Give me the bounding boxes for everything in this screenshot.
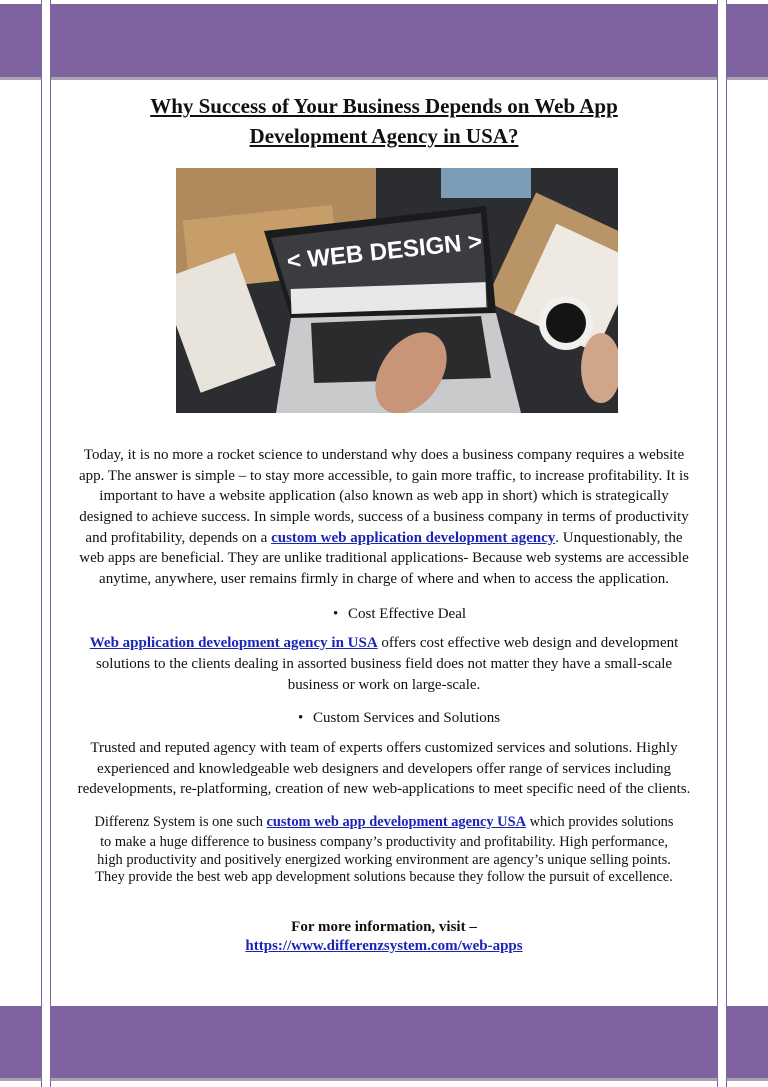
text-segment: app. The answer is simple – to stay more accessible, to gain more traffic, to increase profitability. It is: [79, 468, 689, 484]
text-segment: anytime, anywhere, user remains firmly in charge of where and when to access the application.: [99, 571, 669, 587]
screen-text: < WEB DESIGN >: [285, 227, 484, 276]
text-segment: solutions to the clients dealing in assorted business field does not matter they have a small-scale: [95, 656, 673, 672]
text-segment: They provide the best web app development solutions because they follow the pursuit of excellence.: [95, 869, 673, 885]
bullet-symbol: •: [298, 710, 304, 726]
text-segment: Differenz System is one such: [94, 814, 267, 830]
text-segment: to make a huge difference to business company’s productivity and profitability. High performance,: [100, 834, 668, 850]
paragraph1-line: [0, 548, 768, 568]
bullet-custom-services: [298, 708, 500, 728]
paragraph2-line: [0, 675, 768, 695]
footer-band-shadow: [0, 1078, 768, 1081]
header-band: [0, 4, 768, 77]
text-segment: experienced and knowledgeable web designers and developers offer range of services including: [96, 761, 672, 777]
bullet-label: Custom Services and Solutions: [313, 710, 501, 726]
paragraph3-line: [0, 738, 768, 758]
paragraph1-line: [0, 466, 768, 486]
text-segment: . Unquestionably, the: [555, 530, 683, 546]
paragraph1-line: [0, 528, 768, 548]
text-segment: Today, it is no more a rocket science to understand why does a business company requires a website: [83, 447, 685, 463]
text-segment: web apps are beneficial. They are unlike traditional applications- Because web systems are accessible: [79, 550, 689, 566]
text-segment: designed to achieve success. In simple words, success of a business company in terms of productivity: [79, 509, 689, 525]
bullet-cost-effective-deal: [333, 604, 466, 624]
inline-link[interactable]: Web application development agency in USA: [89, 635, 378, 651]
bullet-symbol: •: [333, 606, 339, 622]
footer-band: [0, 1006, 768, 1078]
text-segment: high productivity and positively energized working environment are agency’s unique selling points.: [97, 852, 671, 868]
document-title-line-1: Why Success of Your Business Depends on Web App: [150, 94, 618, 118]
paragraph4-line: [0, 812, 768, 832]
paragraph4-line: [0, 867, 768, 887]
paragraph3-line: [0, 759, 768, 779]
paragraph2-line: [0, 654, 768, 674]
website-link[interactable]: https://www.differenzsystem.com/web-apps: [245, 938, 523, 954]
more-info-line: [0, 936, 768, 956]
paragraph1-line: [0, 486, 768, 506]
text-segment: important to have a website application (also known as web app in short) which is strategically: [99, 488, 669, 504]
text-segment: offers cost effective web design and development: [377, 635, 679, 651]
text-segment: redevelopments, re-platforming, creation of new web-applications to meet specific need of the clients.: [77, 781, 691, 797]
text-segment: business or work on large-scale.: [287, 677, 481, 693]
web-design-photo: [176, 168, 618, 413]
paragraph4-line: [0, 832, 768, 852]
header-band-shadow: [0, 77, 768, 80]
paragraph1-line: [0, 507, 768, 527]
paragraph2-line: [0, 633, 768, 653]
paragraph3-line: [0, 779, 768, 799]
bullet-label: Cost Effective Deal: [348, 606, 467, 622]
more-info-label: For more information, visit –: [291, 919, 477, 935]
paragraph1-line: [0, 445, 768, 465]
inline-link[interactable]: custom web application development agency: [271, 530, 556, 546]
text-segment: and profitability, depends on a: [85, 530, 272, 546]
text-segment: Trusted and reputed agency with team of experts offers customized services and solutions. Highly: [90, 740, 678, 756]
document-title-line-2: Development Agency in USA?: [249, 124, 519, 148]
inline-link[interactable]: custom web app development agency USA: [266, 814, 526, 830]
paragraph1-line: [0, 569, 768, 589]
text-segment: which provides solutions: [525, 814, 674, 830]
